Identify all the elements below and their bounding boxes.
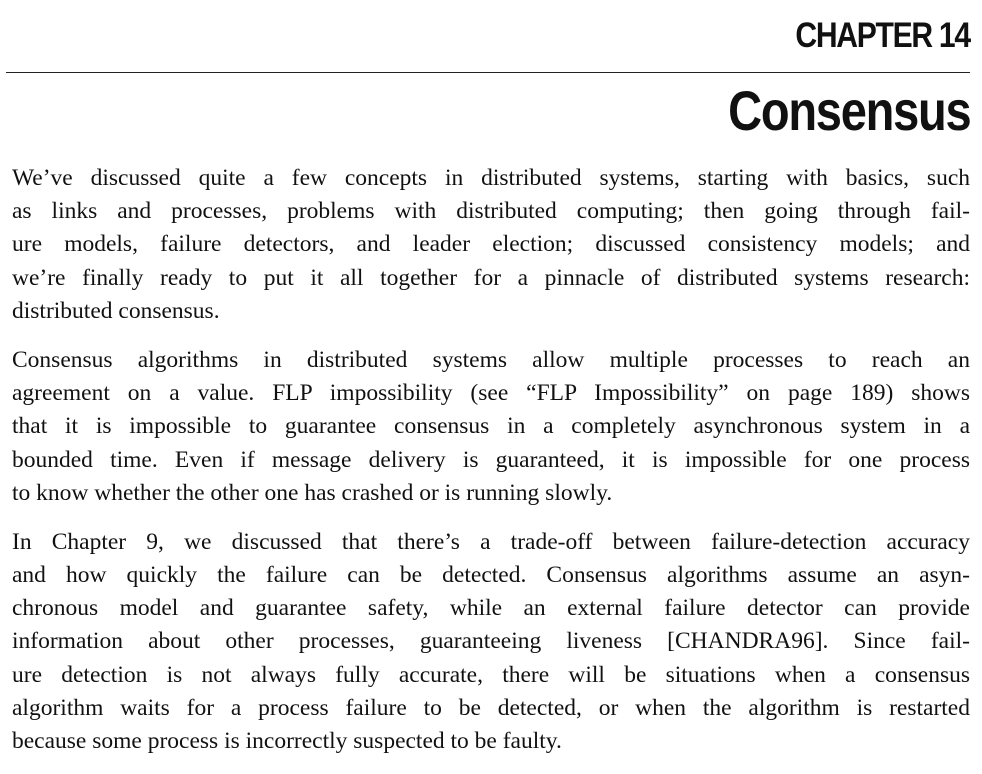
paragraph-line: chronous model and guarantee safety, while an external failure detector can provide — [12, 595, 970, 622]
paragraph-line: bounded time. Even if message delivery is guaranteed, it is impossible for one process — [12, 446, 970, 473]
paragraph-intro — [12, 162, 970, 328]
paragraph-flp — [12, 344, 970, 510]
paragraph-line: In Chapter 9, we discussed that there’s a trade-off between failure-detection accuracy — [12, 528, 970, 555]
paragraph-line: to know whether the other one has crashed or is running slowly. — [12, 479, 613, 506]
paragraph-line: as links and processes, problems with distributed computing; then going through fail- — [12, 198, 970, 225]
chapter-divider — [6, 72, 970, 73]
paragraph-line: and how quickly the failure can be detected. Consensus algorithms assume an asyn- — [12, 562, 970, 589]
paragraph-line: algorithm waits for a process failure to be detected, or when the algorithm is restarted — [12, 694, 970, 721]
paragraph-line: we’re finally ready to put it all together for a pinnacle of distributed systems research: — [12, 264, 970, 291]
paragraph-failure-detection — [12, 526, 970, 758]
paragraph-line: distributed consensus. — [12, 297, 220, 324]
chapter-title: Consensus — [727, 79, 970, 142]
paragraph-line: ure models, failure detectors, and leader election; discussed consistency models; and — [12, 231, 970, 258]
paragraph-line: Consensus algorithms in distributed systems allow multiple processes to reach an — [12, 346, 970, 373]
body-text — [12, 162, 970, 774]
paragraph-line: ure detection is not always fully accurate, there will be situations when a consensus — [12, 661, 970, 688]
paragraph-line: because some process is incorrectly suspected to be faulty. — [12, 728, 562, 754]
paragraph-line: information about other processes, guaranteeing liveness [CHANDRA96]. Since fail- — [12, 628, 970, 655]
chapter-label: CHAPTER 14 — [795, 16, 970, 55]
paragraph-line: agreement on a value. FLP impossibility (see “FLP Impossibility” on page 189) shows — [12, 380, 970, 407]
paragraph-line: that it is impossible to guarantee consensus in a completely asynchronous system in a — [12, 413, 970, 440]
paragraph-line: We’ve discussed quite a few concepts in distributed systems, starting with basics, such — [12, 165, 970, 191]
